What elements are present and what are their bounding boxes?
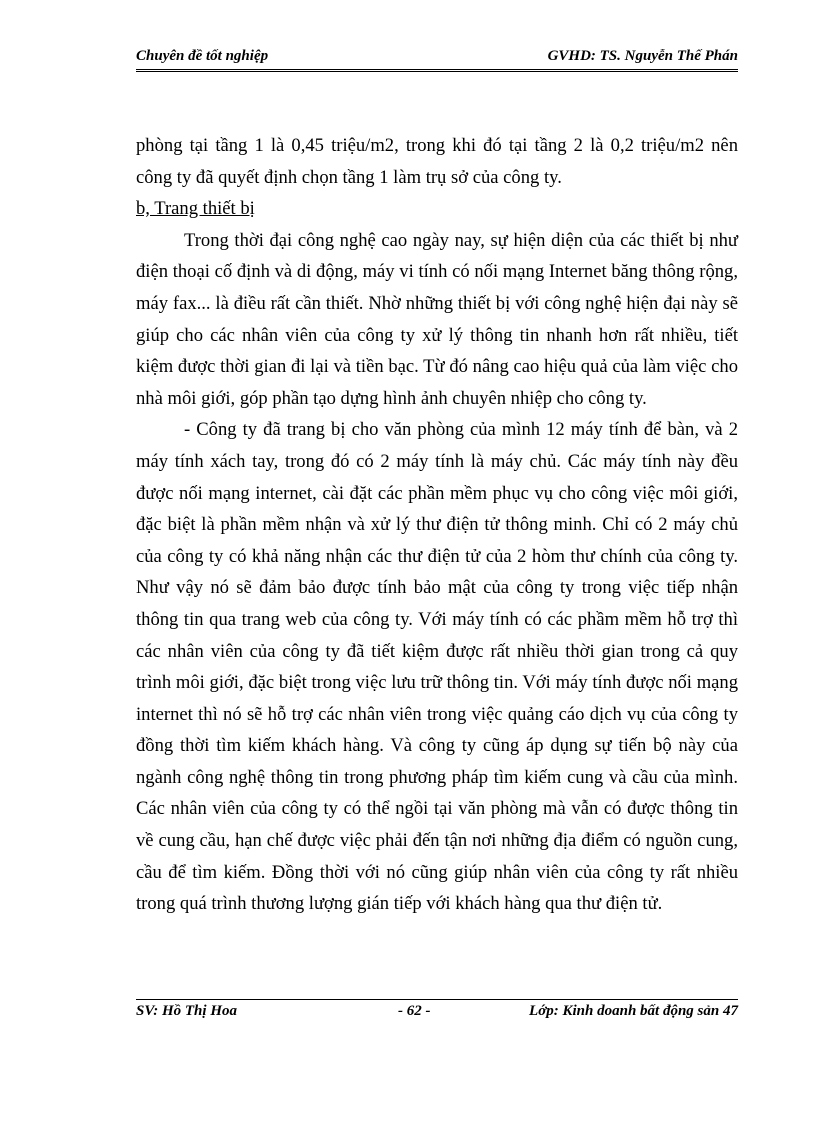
page-number: - 62 - bbox=[398, 1003, 431, 1019]
page-footer bbox=[136, 1003, 738, 1025]
paragraph-computers: - Công ty đã trang bị cho văn phòng của mình 12 máy tính để bàn, và 2 máy tính xách tay, trong đó có 2 máy tính là máy chủ. Các máy tính này đều được nối mạng internet, cài đặt các phần mềm phục vụ cho công việc môi giới, đặc biệt là phần mềm nhận và xử lý thư điện tử thông minh. Chỉ có 2 máy chủ của công ty có khả năng nhận các thư điện tử của 2 hòm thư chính của công ty. Như vậy nó sẽ đảm bảo được tính bảo mật của công ty trong việc tiếp nhận thông tin qua trang web của công ty. Với máy tính có các phầm mềm hỗ trợ thì các nhân viên của công ty đã tiết kiệm được rất nhiều thời gian trong cả quy trình môi giới, đặc biệt trong việc lưu trữ thông tin. Với máy tính được nối mạng internet thì nó sẽ hỗ trợ các nhân viên trong việc quảng cáo dịch vụ của công ty đồng thời tìm kiếm khách hàng. Và công ty cũng áp dụng sự tiến bộ này của ngành công nghệ thông tin trong phương pháp tìm kiếm cung và cầu của mình. Các nhân viên của công ty có thể ngồi tại văn phòng mà vẫn có được thông tin về cung cầu, hạn chế được việc phải đến tận nơi những địa điểm có nguồn cung, cầu để tìm kiếm. Đồng thời với nó cũng giúp nhân viên của công ty rất nhiều trong quá trình thương lượng gián tiếp với khách hàng qua thư điện tử. bbox=[136, 419, 738, 915]
page-header bbox=[136, 48, 738, 70]
header-supervisor: GVHD: TS. Nguyễn Thế Phán bbox=[547, 48, 738, 64]
header-document-title: Chuyên đề tốt nghiệp bbox=[136, 48, 269, 64]
paragraph-continuation: phòng tại tầng 1 là 0,45 triệu/m2, trong khi đó tại tầng 2 là 0,2 triệu/m2 nên công ty đã quyết định chọn tầng 1 làm trụ sở của công ty. bbox=[136, 135, 738, 188]
subheading-text: b, Trang thiết bị bbox=[136, 198, 255, 220]
page-body bbox=[136, 130, 738, 920]
footer-class: Lớp: Kinh doanh bất động sản 47 bbox=[529, 1003, 738, 1019]
footer-divider bbox=[136, 999, 738, 1000]
footer-student: SV: Hồ Thị Hoa bbox=[136, 1003, 237, 1019]
paragraph-equipment-intro: Trong thời đại công nghệ cao ngày nay, sự hiện diện của các thiết bị như điện thoại cố định và di động, máy vi tính có nối mạng Internet băng thông rộng, máy fax... là điều rất cần thiết. Nhờ những thiết bị với công nghệ hiện đại này sẽ giúp cho các nhân viên của công ty xử lý thông tin nhanh hơn rất nhiều, tiết kiệm được thời gian đi lại và tiền bạc. Từ đó nâng cao hiệu quả của làm việc cho nhà môi giới, góp phần tạo dựng hình ảnh chuyên nhiệp cho công ty. bbox=[136, 229, 738, 409]
section-subheading bbox=[136, 193, 738, 225]
header-divider bbox=[136, 69, 738, 72]
